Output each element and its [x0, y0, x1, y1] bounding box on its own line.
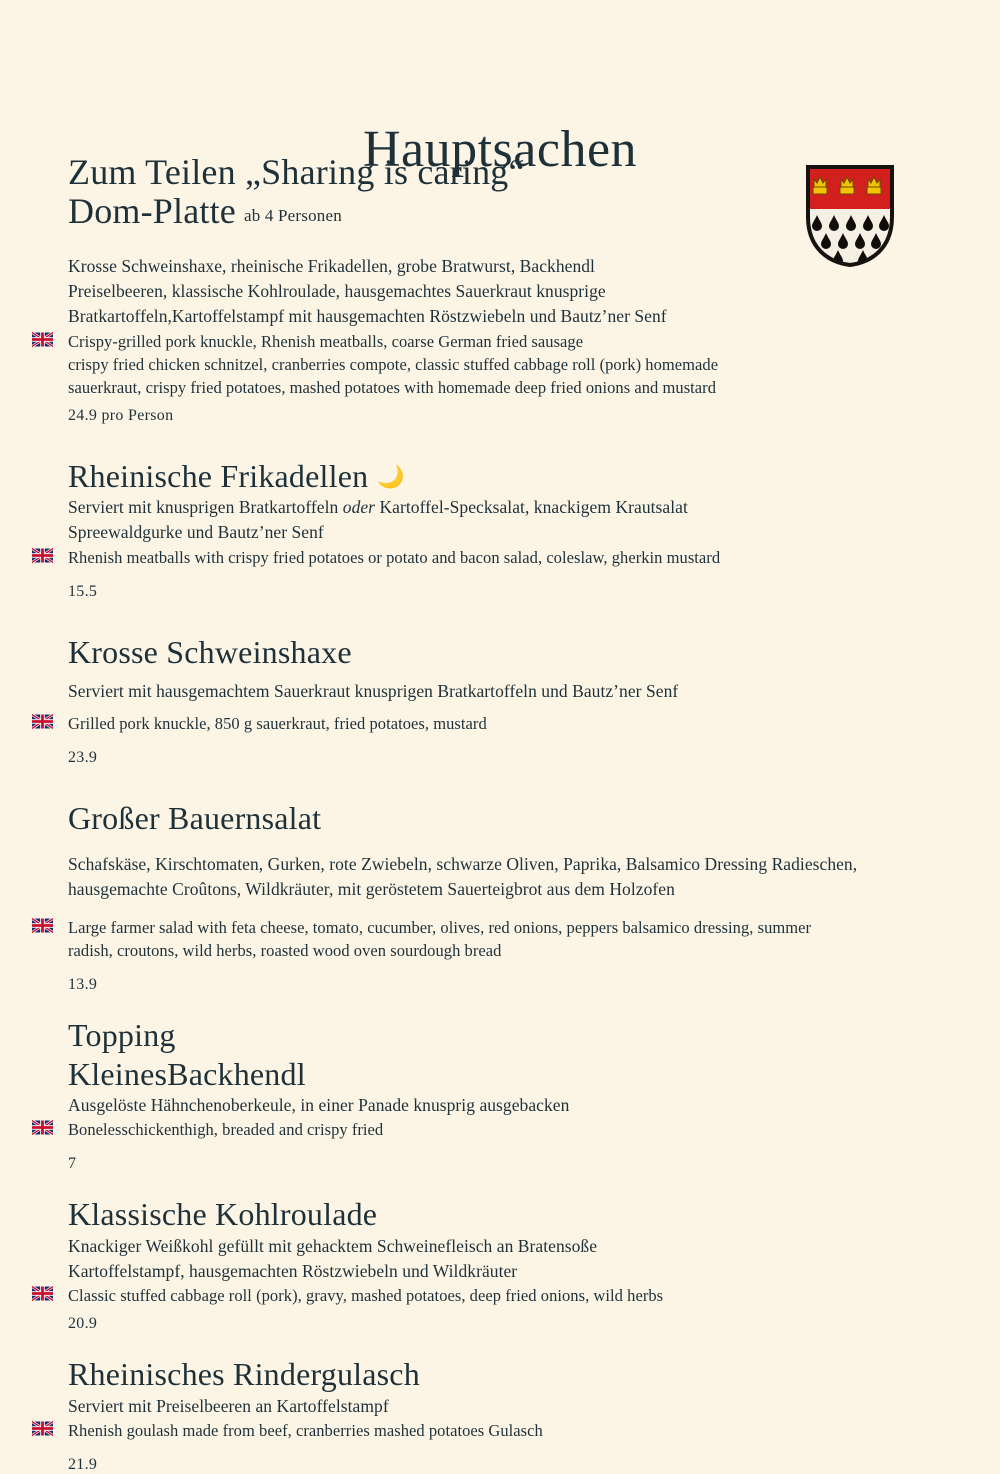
description-de-line: Serviert mit hausgemachtem Sauerkraut knusprigen Bratkartoffeln und Bautz’ner Senf	[68, 681, 679, 702]
description-en-line: Rhenish meatballs with crispy fried potatoes or potato and bacon salad, coleslaw, gherkin mustard	[68, 546, 948, 569]
description-en-line: Classic stuffed cabbage roll (pork), gravy, mashed potatoes, deep fried onions, wild herbs	[68, 1284, 948, 1307]
description-de-line: Spreewaldgurke und Bautz’ner Senf	[68, 522, 324, 543]
crescent-moon-icon: 🌙	[377, 463, 405, 489]
description-de	[68, 1234, 948, 1284]
price: 24.9 pro Person	[68, 406, 174, 424]
uk-flag-icon	[32, 712, 53, 727]
menu-item-title: Großer Bauernsalat	[68, 800, 322, 837]
uk-flag-icon	[32, 1284, 53, 1299]
description-en	[68, 1118, 948, 1141]
description-de	[68, 1394, 948, 1419]
uk-flag-icon	[32, 546, 53, 561]
description-de	[68, 679, 948, 704]
description-de-line: Serviert mit knusprigen Bratkartoffeln oder Kartoffel-Specksalat, knackigem Krautsalat	[68, 497, 688, 518]
menu-item-dom-platte	[68, 254, 948, 425]
menu-item-klassische-kohlroulade	[68, 1195, 948, 1333]
menu-content	[68, 152, 948, 1474]
description-de-line: Schafskäse, Kirschtomaten, Gurken, rote Zwiebeln, schwarze Oliven, Paprika, Balsamico Dressing Radieschen,	[68, 853, 858, 874]
uk-flag-icon	[32, 1118, 53, 1133]
description-en-line: Grilled pork knuckle, 850 g sauerkraut, fried potatoes, mustard	[68, 712, 948, 735]
description-de	[68, 254, 948, 330]
description-de-line: hausgemachte Croûtons, Wildkräuter, mit geröstetem Sauerteigbrot aus dem Holzofen	[68, 879, 675, 900]
description-en-line: Bonelesschickenthigh, breaded and crispy fried	[68, 1118, 948, 1141]
description-de-line: Ausgelöste Hähnchenoberkeule, in einer Panade knusprig ausgebacken	[68, 1095, 570, 1116]
uk-flag-icon	[32, 916, 53, 931]
description-en	[68, 1419, 948, 1442]
menu-item-title-dom-platte	[68, 191, 948, 232]
description-de	[68, 852, 948, 902]
description-en	[68, 916, 948, 962]
section-heading-topping: Topping	[68, 1017, 176, 1054]
menu-item-krosse-schweinshaxe	[68, 633, 948, 768]
menu-item-title: Rheinisches Rindergulasch	[68, 1356, 420, 1393]
description-en	[68, 712, 948, 735]
menu-item-rheinische-frikadellen	[68, 457, 948, 601]
description-en	[68, 1284, 948, 1307]
description-en-line: radish, croutons, wild herbs, roasted wood oven sourdough bread	[68, 941, 502, 961]
description-en	[68, 546, 948, 569]
uk-flag-icon	[32, 1419, 53, 1434]
description-en-line: sauerkraut, crispy fried potatoes, mashed potatoes with homemade deep fried onions and mustard	[68, 377, 717, 397]
dom-platte-note: ab 4 Personen	[243, 206, 342, 226]
menu-item-title: KleinesBackhendl	[68, 1055, 306, 1092]
menu-item-title: Krosse Schweinshaxe	[68, 633, 352, 670]
description-de-line: Krosse Schweinshaxe, rheinische Frikadellen, grobe Bratwurst, Backhendl	[68, 256, 595, 277]
description-en-line: Crispy-grilled pork knuckle, Rhenish meatballs, coarse German fried sausage	[68, 330, 948, 353]
description-en-line: crispy fried chicken schnitzel, cranberries compote, classic stuffed cabbage roll (pork) homemade	[68, 354, 719, 374]
section-heading-sharing: Zum Teilen „Sharing is caring“	[68, 152, 525, 192]
page-title: Hauptsachen	[362, 120, 638, 178]
menu-item-title: Rheinische Frikadellen 🌙	[68, 457, 405, 494]
price: 7	[68, 1155, 77, 1173]
uk-flag-icon	[32, 330, 53, 345]
description-de	[68, 495, 948, 545]
description-de-line: Bratkartoffeln,Kartoffelstampf mit hausgemachten Röstzwiebeln und Bautz’ner Senf	[68, 306, 667, 327]
description-de-line: Knackiger Weißkohl gefüllt mit gehacktem Schweinefleisch an Bratensoße	[68, 1235, 598, 1256]
description-en	[68, 330, 948, 399]
description-en-line: Large farmer salad with feta cheese, tomato, cucumber, olives, red onions, peppers balsamico dressing, summer	[68, 916, 948, 939]
menu-item-kleines-backhendl	[68, 1016, 948, 1173]
description-de-line: Serviert mit Preiselbeeren an Kartoffelstampf	[68, 1395, 389, 1416]
description-en-line: Rhenish goulash made from beef, cranberries mashed potatoes Gulasch	[68, 1419, 948, 1442]
price: 13.9	[68, 976, 98, 994]
description-de	[68, 1093, 948, 1118]
menu-item-title: Klassische Kohlroulade	[68, 1196, 378, 1233]
menu-item-grosser-bauernsalat	[68, 799, 948, 994]
price: 15.5	[68, 582, 98, 600]
price: 23.9	[68, 749, 98, 767]
dom-platte-name: Dom-Platte	[68, 191, 236, 232]
price: 21.9	[68, 1455, 98, 1473]
price: 20.9	[68, 1315, 98, 1333]
description-de-line: Kartoffelstampf, hausgemachten Röstzwiebeln und Wildkräuter	[68, 1261, 518, 1282]
menu-item-rheinisches-rindergulasch	[68, 1355, 948, 1474]
description-de-line: Preiselbeeren, klassische Kohlroulade, hausgemachtes Sauerkraut knusprige	[68, 281, 606, 302]
